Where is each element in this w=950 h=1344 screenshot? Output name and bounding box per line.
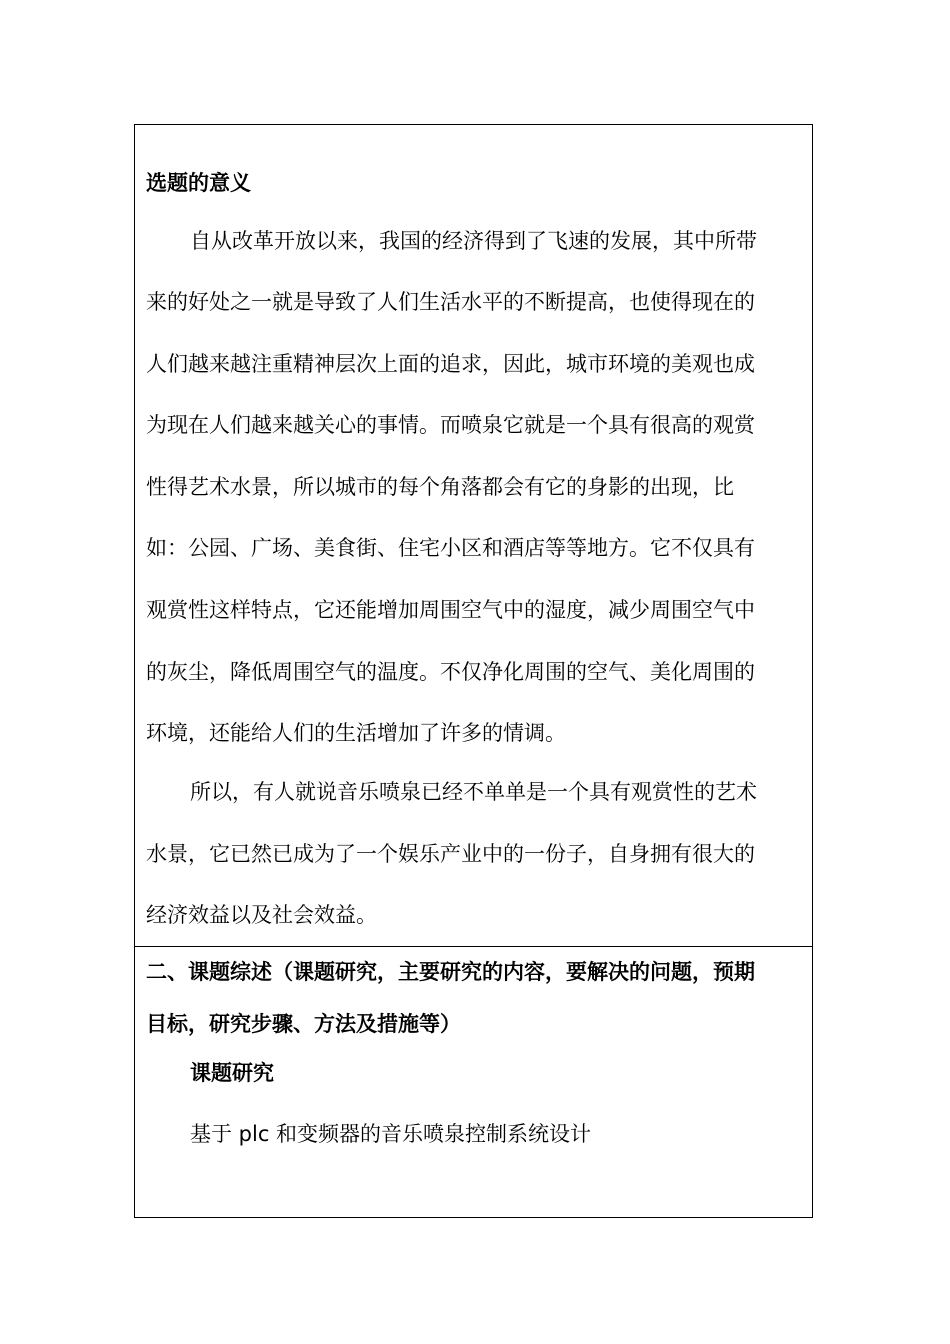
document-table xyxy=(134,124,813,1218)
paragraph-line: 观赏性这样特点，它还能增加周围空气中的湿度，减少周围空气中 xyxy=(146,598,755,622)
paragraph-line: 经济效益以及社会效益。 xyxy=(146,903,377,927)
paragraph-line: 自从改革开放以来，我国的经济得到了飞速的发展，其中所带 xyxy=(190,229,757,253)
paragraph-line: 为现在人们越来越关心的事情。而喷泉它就是一个具有很高的观赏 xyxy=(146,413,755,437)
subheading-research: 课题研究 xyxy=(190,1061,274,1085)
section-heading-overview-cont: 目标，研究步骤、方法及措施等） xyxy=(146,1012,461,1036)
paragraph-line: 所以，有人就说音乐喷泉已经不单单是一个具有观赏性的艺术 xyxy=(190,780,757,804)
paragraph-line: 如：公园、广场、美食街、住宅小区和酒店等等地方。它不仅具有 xyxy=(146,536,755,560)
paragraph-line: 来的好处之一就是导致了人们生活水平的不断提高，也使得现在的 xyxy=(146,290,755,314)
paragraph-line: 人们越来越注重精神层次上面的追求，因此，城市环境的美观也成 xyxy=(146,352,755,376)
paragraph-line: 性得艺术水景，所以城市的每个角落都会有它的身影的出现，比 xyxy=(146,475,734,499)
table-row-divider xyxy=(135,946,812,947)
section-heading-significance: 选题的意义 xyxy=(146,171,251,195)
paragraph-line: 水景，它已然已成为了一个娱乐产业中的一份子，自身拥有很大的 xyxy=(146,842,755,866)
paragraph-line: 环境，还能给人们的生活增加了许多的情调。 xyxy=(146,721,566,745)
section-heading-overview: 二、课题综述（课题研究，主要研究的内容，要解决的问题，预期 xyxy=(146,960,755,984)
paragraph-line: 的灰尘，降低周围空气的温度。不仅净化周围的空气、美化周围的 xyxy=(146,660,755,684)
research-topic: 基于 plc 和变频器的音乐喷泉控制系统设计 xyxy=(190,1122,592,1146)
